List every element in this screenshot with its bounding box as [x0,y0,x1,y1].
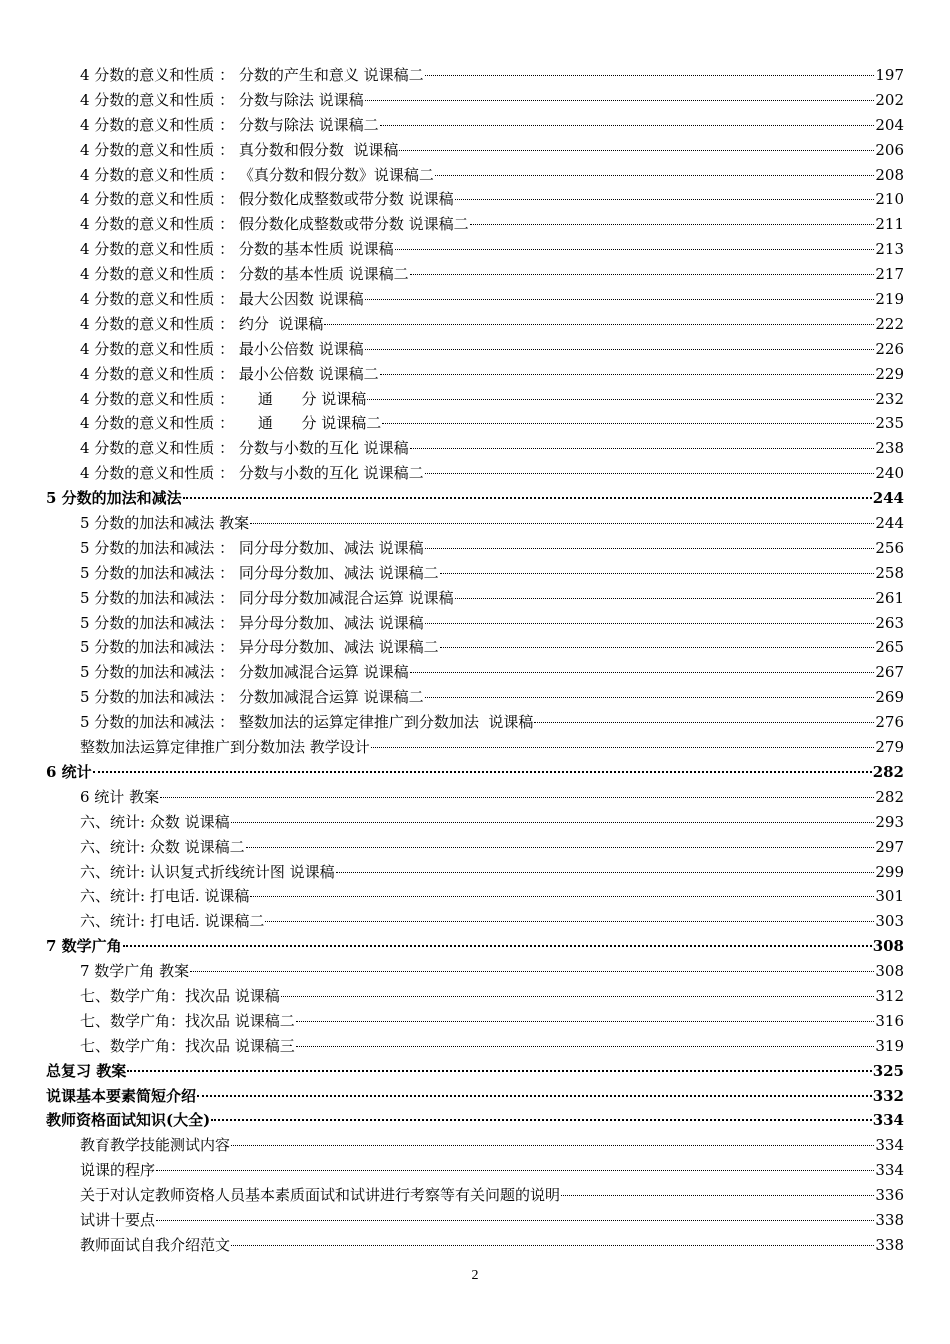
toc-entry-title: 7 数学广角 [46,937,122,956]
toc-entry-page-number: 338 [875,1210,904,1229]
toc-entry[interactable] [46,861,904,886]
toc-entry-title: 5 分数的加法和减法 ： 分数加减混合运算 说课稿 [80,663,409,682]
toc-entry-title: 4 分数的意义和性质 ： 假分数化成整数或带分数 说课稿 [80,190,454,209]
dot-leader [231,822,875,823]
dot-leader [324,324,874,325]
table-of-contents [46,64,904,1259]
toc-entry-page-number: 312 [875,986,904,1005]
toc-entry-page-number: 232 [875,389,904,408]
toc-entry[interactable] [46,313,904,338]
dot-leader [440,647,875,648]
dot-leader [470,224,875,225]
dot-leader [534,722,874,723]
toc-entry-page-number: 235 [875,414,904,433]
toc-entry-title: 5 分数的加法和减法 ： 异分母分数加、减法 说课稿 [80,613,424,632]
toc-entry-title: 5 分数的加法和减法 ： 同分母分数加减混合运算 说课稿 [80,588,454,607]
toc-entry[interactable] [46,412,904,437]
toc-entry-page-number: 336 [875,1186,904,1205]
dot-leader [296,1046,875,1047]
toc-entry-title: 六、统计: 众数 说课稿 [80,812,230,831]
toc-entry-chapter[interactable] [46,1109,904,1134]
toc-entry-page-number: 293 [875,812,904,831]
toc-entry-title: 4 分数的意义和性质 ： 分数与小数的互化 说课稿二 [80,464,424,483]
toc-entry-page-number: 308 [875,962,904,981]
dot-leader [211,1119,871,1121]
toc-entry[interactable] [46,661,904,686]
toc-entry-page-number: 267 [875,663,904,682]
toc-entry[interactable] [46,64,904,89]
toc-entry-page-number: 240 [875,464,904,483]
dot-leader [336,872,875,873]
toc-entry-page-number: 316 [875,1011,904,1030]
toc-entry-title: 4 分数的意义和性质 ： 通 分 说课稿二 [80,414,382,433]
dot-leader [123,945,872,947]
toc-entry-page-number: 276 [875,713,904,732]
toc-entry-title: 4 分数的意义和性质 ： 分数的产生和意义 说课稿二 [80,66,424,84]
toc-entry-chapter[interactable] [46,761,904,786]
toc-entry-title: 4 分数的意义和性质 ： 分数与除法 说课稿二 [80,115,379,134]
dot-leader [410,274,875,275]
toc-entry[interactable] [46,736,904,761]
toc-entry-page-number: 308 [872,937,904,956]
toc-entry-title: 5 分数的加法和减法 ： 异分母分数加、减法 说课稿二 [80,638,439,657]
toc-entry-title: 教师面试自我介绍范文 [80,1235,231,1254]
dot-leader [250,896,874,897]
toc-entry[interactable] [46,811,904,836]
dot-leader [382,423,874,424]
toc-entry-title: 4 分数的意义和性质 ： 《真分数和假分数》说课稿二 [80,165,434,184]
toc-entry[interactable] [46,1184,904,1209]
toc-entry-title: 六、统计: 众数 说课稿二 [80,837,245,856]
toc-entry-title: 4 分数的意义和性质 ： 分数的基本性质 说课稿 [80,240,394,259]
dot-leader [127,1070,871,1072]
dot-leader [160,797,874,798]
dot-leader [380,374,875,375]
toc-entry-title: 试讲十要点 [80,1210,156,1229]
toc-entry[interactable] [46,686,904,711]
page-number: 2 [471,1268,479,1283]
toc-entry-title: 说课的程序 [80,1161,156,1180]
toc-entry-page-number: 217 [875,265,904,284]
dot-leader [365,349,875,350]
toc-entry-title: 七、数学广角：找次品 说课稿三 [80,1036,295,1055]
toc-entry-title: 4 分数的意义和性质 ： 通 分 说课稿 [80,389,367,408]
dot-leader [246,847,875,848]
toc-entry[interactable] [46,985,904,1010]
toc-entry-title: 关于对认定教师资格人员基本素质面试和试讲进行考察等有关问题的说明 [80,1186,561,1205]
toc-entry-page-number: 261 [875,588,904,607]
toc-entry-page-number: 299 [875,862,904,881]
toc-entry[interactable] [46,1134,904,1159]
toc-entry[interactable] [46,139,904,164]
toc-entry-title: 7 数学广角 教案 [80,962,190,981]
dot-leader [296,1021,875,1022]
dot-leader [156,1170,874,1171]
toc-entry-page-number: 222 [875,314,904,333]
dot-leader [455,199,875,200]
dot-leader [156,1220,874,1221]
toc-entry-chapter[interactable] [46,487,904,512]
toc-entry-page-number: 206 [875,140,904,159]
toc-entry[interactable] [46,1159,904,1184]
toc-entry[interactable] [46,213,904,238]
toc-entry[interactable] [46,836,904,861]
toc-entry[interactable] [46,587,904,612]
dot-leader [197,1095,872,1097]
toc-entry[interactable] [46,164,904,189]
toc-entry-page-number: 229 [875,364,904,383]
dot-leader [440,573,875,574]
dot-leader [183,497,872,499]
toc-entry-title: 5 分数的加法和减法 ： 分数加减混合运算 说课稿二 [80,688,424,707]
toc-entry-title: 教师资格面试知识(大全) [46,1111,211,1130]
toc-entry-chapter[interactable] [46,1085,904,1110]
toc-entry-title: 6 统计 教案 [80,787,160,806]
toc-entry[interactable] [46,89,904,114]
toc-entry-page-number: 210 [875,190,904,209]
toc-entry-page-number: 334 [872,1111,904,1130]
toc-entry-page-number: 332 [872,1086,904,1105]
dot-leader [410,672,875,673]
dot-leader [190,971,874,972]
toc-entry[interactable] [46,1035,904,1060]
toc-entry-page-number: 301 [875,887,904,906]
toc-entry-title: 4 分数的意义和性质 ： 最小公倍数 说课稿二 [80,364,379,383]
toc-entry-page-number: 208 [875,165,904,184]
toc-entry-title: 5 分数的加法和减法 教案 [80,514,250,533]
toc-entry[interactable] [46,960,904,985]
toc-entry-page-number: 211 [875,215,904,234]
toc-entry-page-number: 197 [875,66,904,84]
dot-leader [399,150,874,151]
toc-entry-page-number: 334 [875,1161,904,1180]
toc-entry-title: 4 分数的意义和性质 ： 真分数和假分数 说课稿 [80,140,399,159]
toc-entry[interactable] [46,288,904,313]
toc-entry-title: 4 分数的意义和性质 ： 分数与除法 说课稿 [80,90,364,109]
toc-entry-title: 4 分数的意义和性质 ： 约分 说课稿 [80,314,324,333]
toc-entry-page-number: 319 [875,1036,904,1055]
dot-leader [265,921,874,922]
toc-entry[interactable] [46,910,904,935]
dot-leader [365,100,875,101]
toc-entry[interactable] [46,512,904,537]
toc-entry-title: 教育教学技能测试内容 [80,1136,231,1155]
toc-entry[interactable] [46,562,904,587]
toc-entry-page-number: 269 [875,688,904,707]
dot-leader [231,1145,874,1146]
dot-leader [250,523,874,524]
toc-entry-page-number: 219 [875,290,904,309]
toc-entry-title: 七、数学广角：找次品 说课稿二 [80,1011,295,1030]
toc-entry-title: 4 分数的意义和性质 ： 假分数化成整数或带分数 说课稿二 [80,215,469,234]
toc-entry-page-number: 258 [875,563,904,582]
dot-leader [425,548,875,549]
dot-leader [231,1245,874,1246]
toc-entry-chapter[interactable] [46,1060,904,1085]
toc-entry[interactable] [46,636,904,661]
toc-entry[interactable] [46,612,904,637]
dot-leader [380,125,875,126]
toc-entry[interactable] [46,462,904,487]
toc-entry-title: 六、统计: 打电话. 说课稿 [80,887,250,906]
toc-entry-page-number: 244 [875,514,904,533]
toc-entry-page-number: 334 [875,1136,904,1155]
toc-entry-page-number: 265 [875,638,904,657]
toc-entry[interactable] [46,363,904,388]
toc-entry[interactable] [46,437,904,462]
toc-entry-page-number: 263 [875,613,904,632]
toc-entry-page-number: 338 [875,1235,904,1254]
toc-entry[interactable] [46,1209,904,1234]
toc-entry-title: 4 分数的意义和性质 ： 分数与小数的互化 说课稿 [80,439,409,458]
toc-entry-title: 4 分数的意义和性质 ： 分数的基本性质 说课稿二 [80,265,409,284]
toc-entry[interactable] [46,786,904,811]
dot-leader [455,598,875,599]
toc-entry[interactable] [46,188,904,213]
toc-entry-title: 总复习 教案 [46,1061,127,1080]
toc-entry-page-number: 256 [875,538,904,557]
toc-entry[interactable] [46,885,904,910]
toc-entry-title: 5 分数的加法和减法 [46,489,182,508]
dot-leader [425,75,875,76]
dot-leader [425,623,875,624]
toc-entry-title: 5 分数的加法和减法 ： 整数加法的运算定律推广到分数加法 说课稿 [80,713,534,732]
toc-entry-title: 4 分数的意义和性质 ： 最小公倍数 说课稿 [80,339,364,358]
toc-entry[interactable] [46,537,904,562]
toc-entry[interactable] [46,1234,904,1259]
toc-entry-page-number: 226 [875,339,904,358]
toc-entry-page-number: 279 [875,738,904,757]
toc-entry-page-number: 325 [872,1061,904,1080]
dot-leader [365,299,875,300]
dot-leader [281,996,875,997]
toc-entry[interactable] [46,238,904,263]
dot-leader [93,771,872,773]
toc-entry[interactable] [46,338,904,363]
toc-entry[interactable] [46,711,904,736]
toc-entry-title: 七、数学广角：找次品 说课稿 [80,986,280,1005]
toc-entry-title: 整数加法运算定律推广到分数加法 教学设计 [80,738,370,757]
toc-entry-page-number: 204 [875,115,904,134]
toc-entry-page-number: 244 [872,489,904,508]
toc-entry-title: 4 分数的意义和性质 ： 最大公因数 说课稿 [80,290,364,309]
dot-leader [395,249,875,250]
dot-leader [561,1195,874,1196]
toc-entry-page-number: 297 [875,837,904,856]
toc-entry-title: 六、统计: 打电话. 说课稿二 [80,912,265,931]
dot-leader [435,175,875,176]
dot-leader [425,473,875,474]
toc-entry[interactable] [46,388,904,413]
toc-entry[interactable] [46,114,904,139]
dot-leader [410,448,875,449]
toc-entry-title: 说课基本要素简短介绍 [46,1086,197,1105]
toc-entry-title: 6 统计 [46,762,92,781]
dot-leader [367,399,874,400]
toc-entry-page-number: 238 [875,439,904,458]
toc-entry[interactable] [46,1010,904,1035]
toc-entry-page-number: 202 [875,90,904,109]
toc-entry-chapter[interactable] [46,935,904,960]
toc-entry-page-number: 213 [875,240,904,259]
toc-entry-page-number: 282 [872,762,904,781]
toc-entry-page-number: 282 [875,787,904,806]
toc-entry-page-number: 303 [875,912,904,931]
dot-leader [425,697,875,698]
toc-entry[interactable] [46,263,904,288]
toc-entry-title: 六、统计: 认识复式折线统计图 说课稿 [80,862,335,881]
dot-leader [371,747,875,748]
toc-entry-title: 5 分数的加法和减法 ： 同分母分数加、减法 说课稿二 [80,563,439,582]
toc-entry-title: 5 分数的加法和减法 ： 同分母分数加、减法 说课稿 [80,538,424,557]
